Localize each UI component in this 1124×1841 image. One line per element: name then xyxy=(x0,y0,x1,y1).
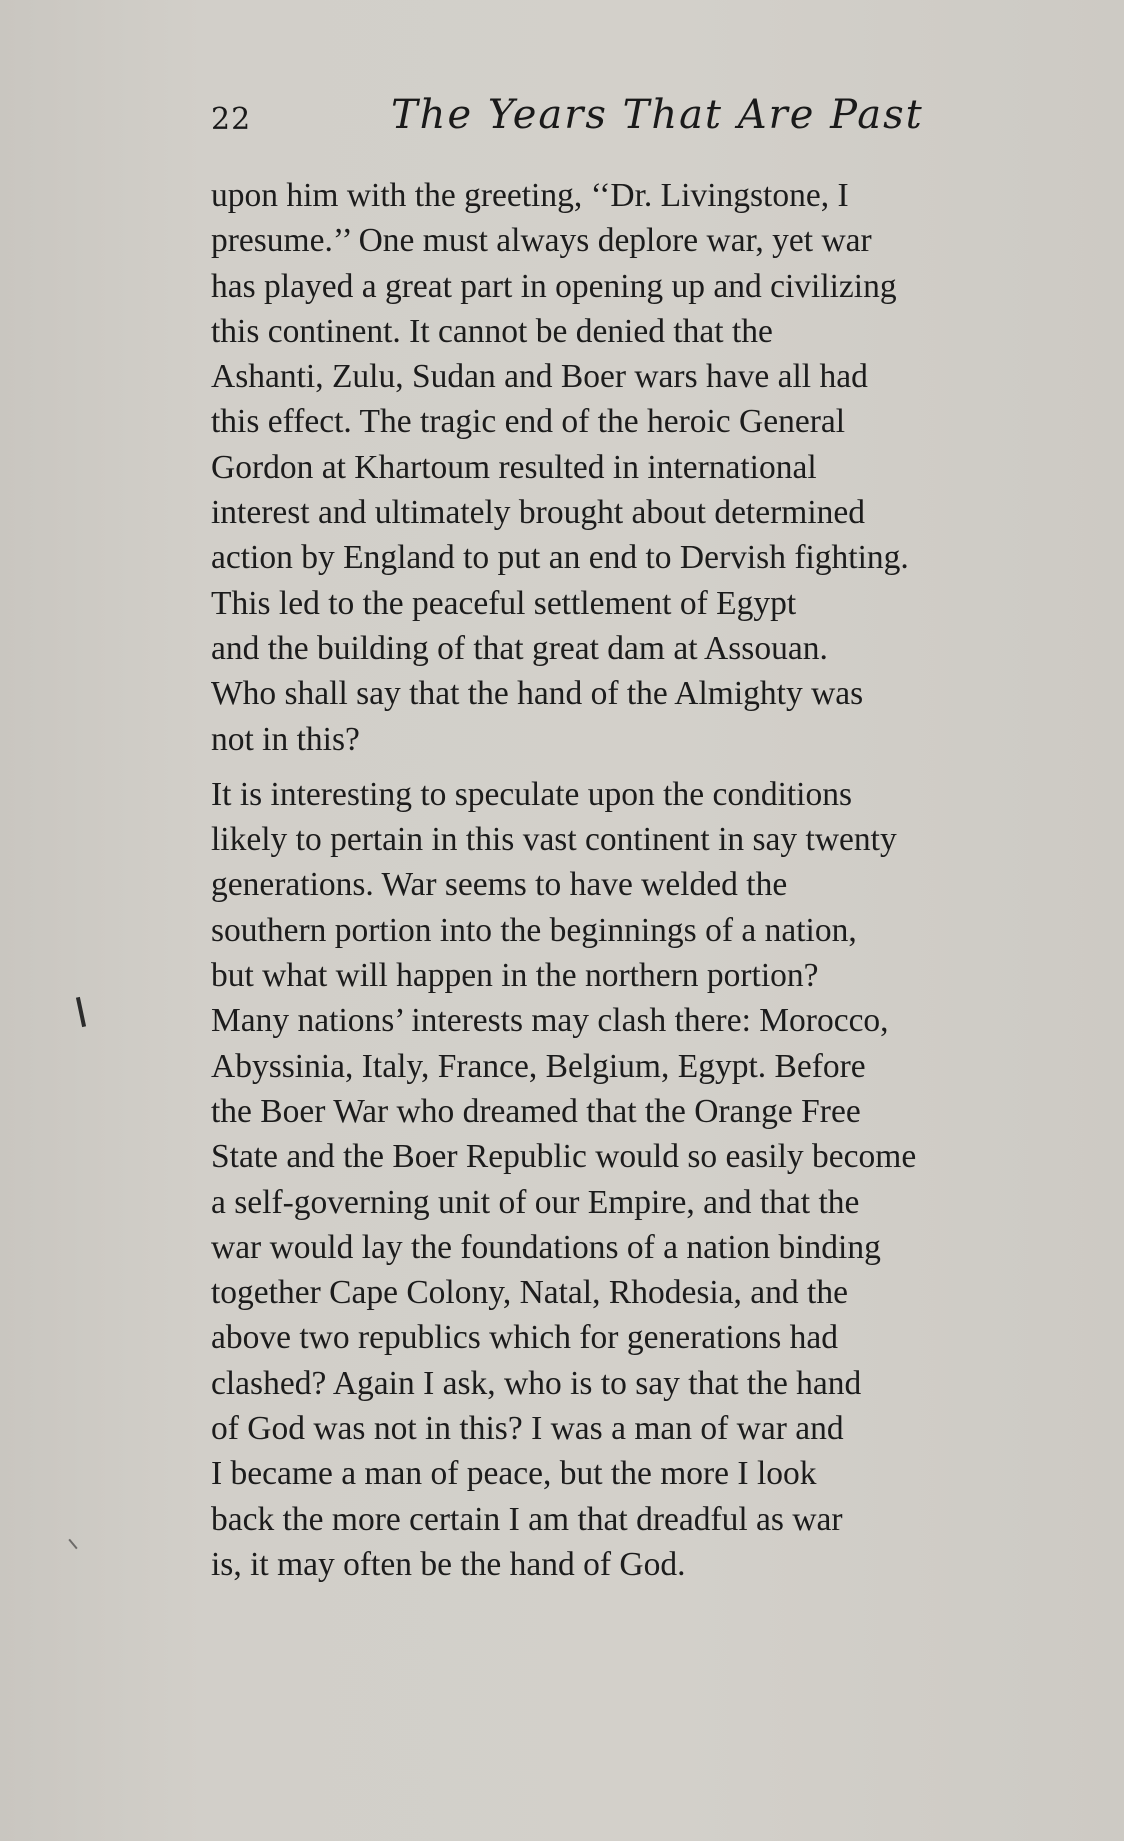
page-header xyxy=(211,92,927,142)
margin-ink-mark xyxy=(76,997,86,1027)
paragraph-1: upon him with the greeting, ‘‘Dr. Livingstone, I presume.’’ One must always deplore war, yet war has played a great part in opening up and civilizing this continent. It cannot be denied that the Ashanti, Zulu, Sudan and Boer wars have all had this effect. The tragic end of the heroic General Gordon at Khartoum resulted in international interest and ultimately brought about determined action by England to put an end to Dervish fighting. This led to the peaceful settlement of Egypt and the building of that great dam at Assouan. Who shall say that the hand of the Almighty was not in this? xyxy=(211,177,909,758)
page-number: 22 xyxy=(211,102,252,137)
body-text xyxy=(211,173,1103,1587)
running-title: The Years That Are Past xyxy=(391,92,924,138)
margin-ink-mark xyxy=(68,1539,77,1549)
paragraph-2: It is interesting to speculate upon the conditions likely to pertain in this vast continent in say twenty generations. War seems to have welded the southern portion into the beginnings of a nation, but what will happen in the northern portion? Many nations’ interests may clash there: Morocco, Abyssinia, Italy, France, Belgium, Egypt. Before the Boer War who dreamed that the Orange Free State and the Boer Republic would so easily become a self-governing unit of our Empire, and that the war would lay the foundations of a nation binding together Cape Colony, Natal, Rhodesia, and the above two republics which for generations had clashed? Again I ask, who is to say that the hand of God was not in this? I was a man of war and I became a man of peace, but the more I look back the more certain I am that dreadful as war is, it may often be the hand of God. xyxy=(211,775,917,1583)
